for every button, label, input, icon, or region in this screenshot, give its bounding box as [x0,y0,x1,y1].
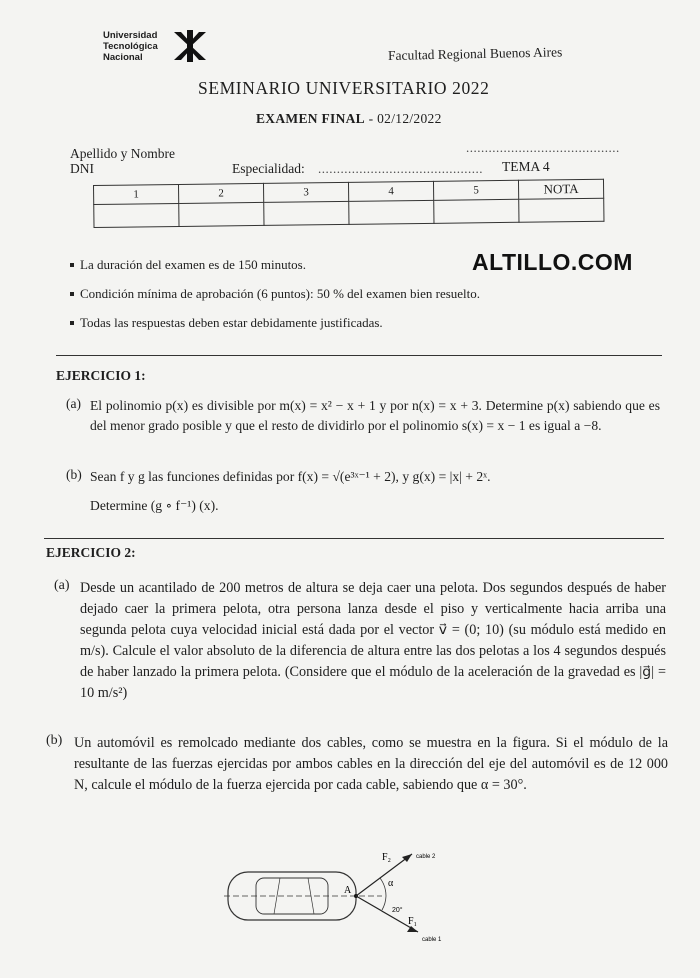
f1-label: F₁ [408,916,418,927]
specialty-label: Especialidad: [232,161,305,176]
ejercicio-1a-text: El polinomio p(x) es divisible por m(x) = x² − x + 1 y por n(x) = x + 3. Determine p(x) sabiendo que es del menor grado posible y que el resto de dividirlo por el polinomio s(x) = x − 1 es igual a −8. [90,398,660,433]
grade-header: 2 [178,183,263,203]
utn-logo-icon [172,28,208,64]
point-a-label: A [344,885,352,896]
ejercicio-1b-text2: Determine (g ∘ f⁻¹) (x). [90,498,219,513]
ejercicio-2a-text: Desde un acantilado de 200 metros de altura se deja caer una pelota. Dos segundos después de haber dejado caer la primera pelota, otra persona lanza desde el piso y verticalmente hacia arriba una segunda pelota cuya velocidad inicial está dada por el vector v⃗ = (0; 10) (su módulo está medido en m/s). Calcule el valor absoluto de la diferencia de altura entre las dos pelotas a los 4 segundos después de haber lanzado la primera pelota. (Considere que el módulo de la aceleración de la gravedad es |g⃗| = 10 m/s²) [80,580,666,701]
grade-cell [349,200,434,224]
instruction-item [80,286,480,302]
grade-header: 4 [348,181,433,201]
grade-header: NOTA [518,179,603,199]
item-label: (a) [66,396,81,411]
specialty-field: ............................................ [318,161,483,176]
bullet-icon [70,292,74,296]
watermark: ALTILLO.COM [472,249,633,275]
grade-cell [519,198,604,222]
instruction-item [80,257,306,273]
grade-cell [264,201,349,225]
divider [44,538,664,539]
grade-cell [179,202,264,226]
ejercicio-1-title: EJERCICIO 1: [56,368,146,383]
instruction-item [80,315,383,331]
car-icon [224,872,382,920]
item-label: (a) [54,578,70,593]
instruction-text: Todas las respuestas deben estar debidamente justificadas. [80,315,383,330]
grade-header: 5 [433,180,518,200]
university-line: Tecnológica [103,41,158,52]
f2-label: F₂ [382,852,392,863]
exam-label: EXAMEN FINAL [256,111,365,126]
bullet-icon [70,263,74,267]
angle-label: 20° [392,907,403,914]
ejercicio-1b-text: Sean f y g las funciones definidas por f(x) = √(e³ˣ⁻¹ + 2), y g(x) = |x| + 2ˣ. [90,469,491,484]
alpha-label: α [388,878,394,889]
university-name [103,30,158,63]
name-field: ......................................... [466,140,620,155]
cable-1-label: cable 1 [422,937,442,943]
tema-label: TEMA 4 [502,159,550,174]
dni-label: DNI [70,161,94,176]
ejercicio-2-title: EJERCICIO 2: [46,545,136,560]
exam-title [256,111,442,127]
item-label: (b) [66,467,82,482]
bullet-icon [70,321,74,325]
university-line: Universidad [103,30,158,41]
towing-figure [222,848,462,948]
grade-header: 3 [263,182,348,202]
exam-date: - 02/12/2022 [364,111,442,126]
grade-cell [94,203,179,227]
seminar-title: SEMINARIO UNIVERSITARIO 2022 [198,78,490,98]
instruction-text: La duración del examen es de 150 minutos. [80,257,306,272]
item-label: (b) [46,733,63,748]
grade-cell [434,199,519,223]
divider [56,355,662,356]
name-label: Apellido y Nombre [70,146,175,161]
ejercicio-2b-text: Un automóvil es remolcado mediante dos cables, como se muestra en la figura. Si el módulo de la resultante de las fuerzas ejercidas por ambos cables en la dirección del eje del automóvil es de 12 000 N, calcule el módulo de la fuerza ejercida por cada cable, sabiendo que α = 30°. [74,735,668,793]
instruction-text: Condición mínima de aprobación (6 puntos): 50 % del examen bien resuelto. [80,286,481,301]
grade-table [93,179,604,228]
grade-header: 1 [94,184,179,204]
university-line: Nacional [103,52,143,63]
cable-2-label: cable 2 [416,854,436,860]
faculty-name: Facultad Regional Buenos Aires [387,44,563,63]
